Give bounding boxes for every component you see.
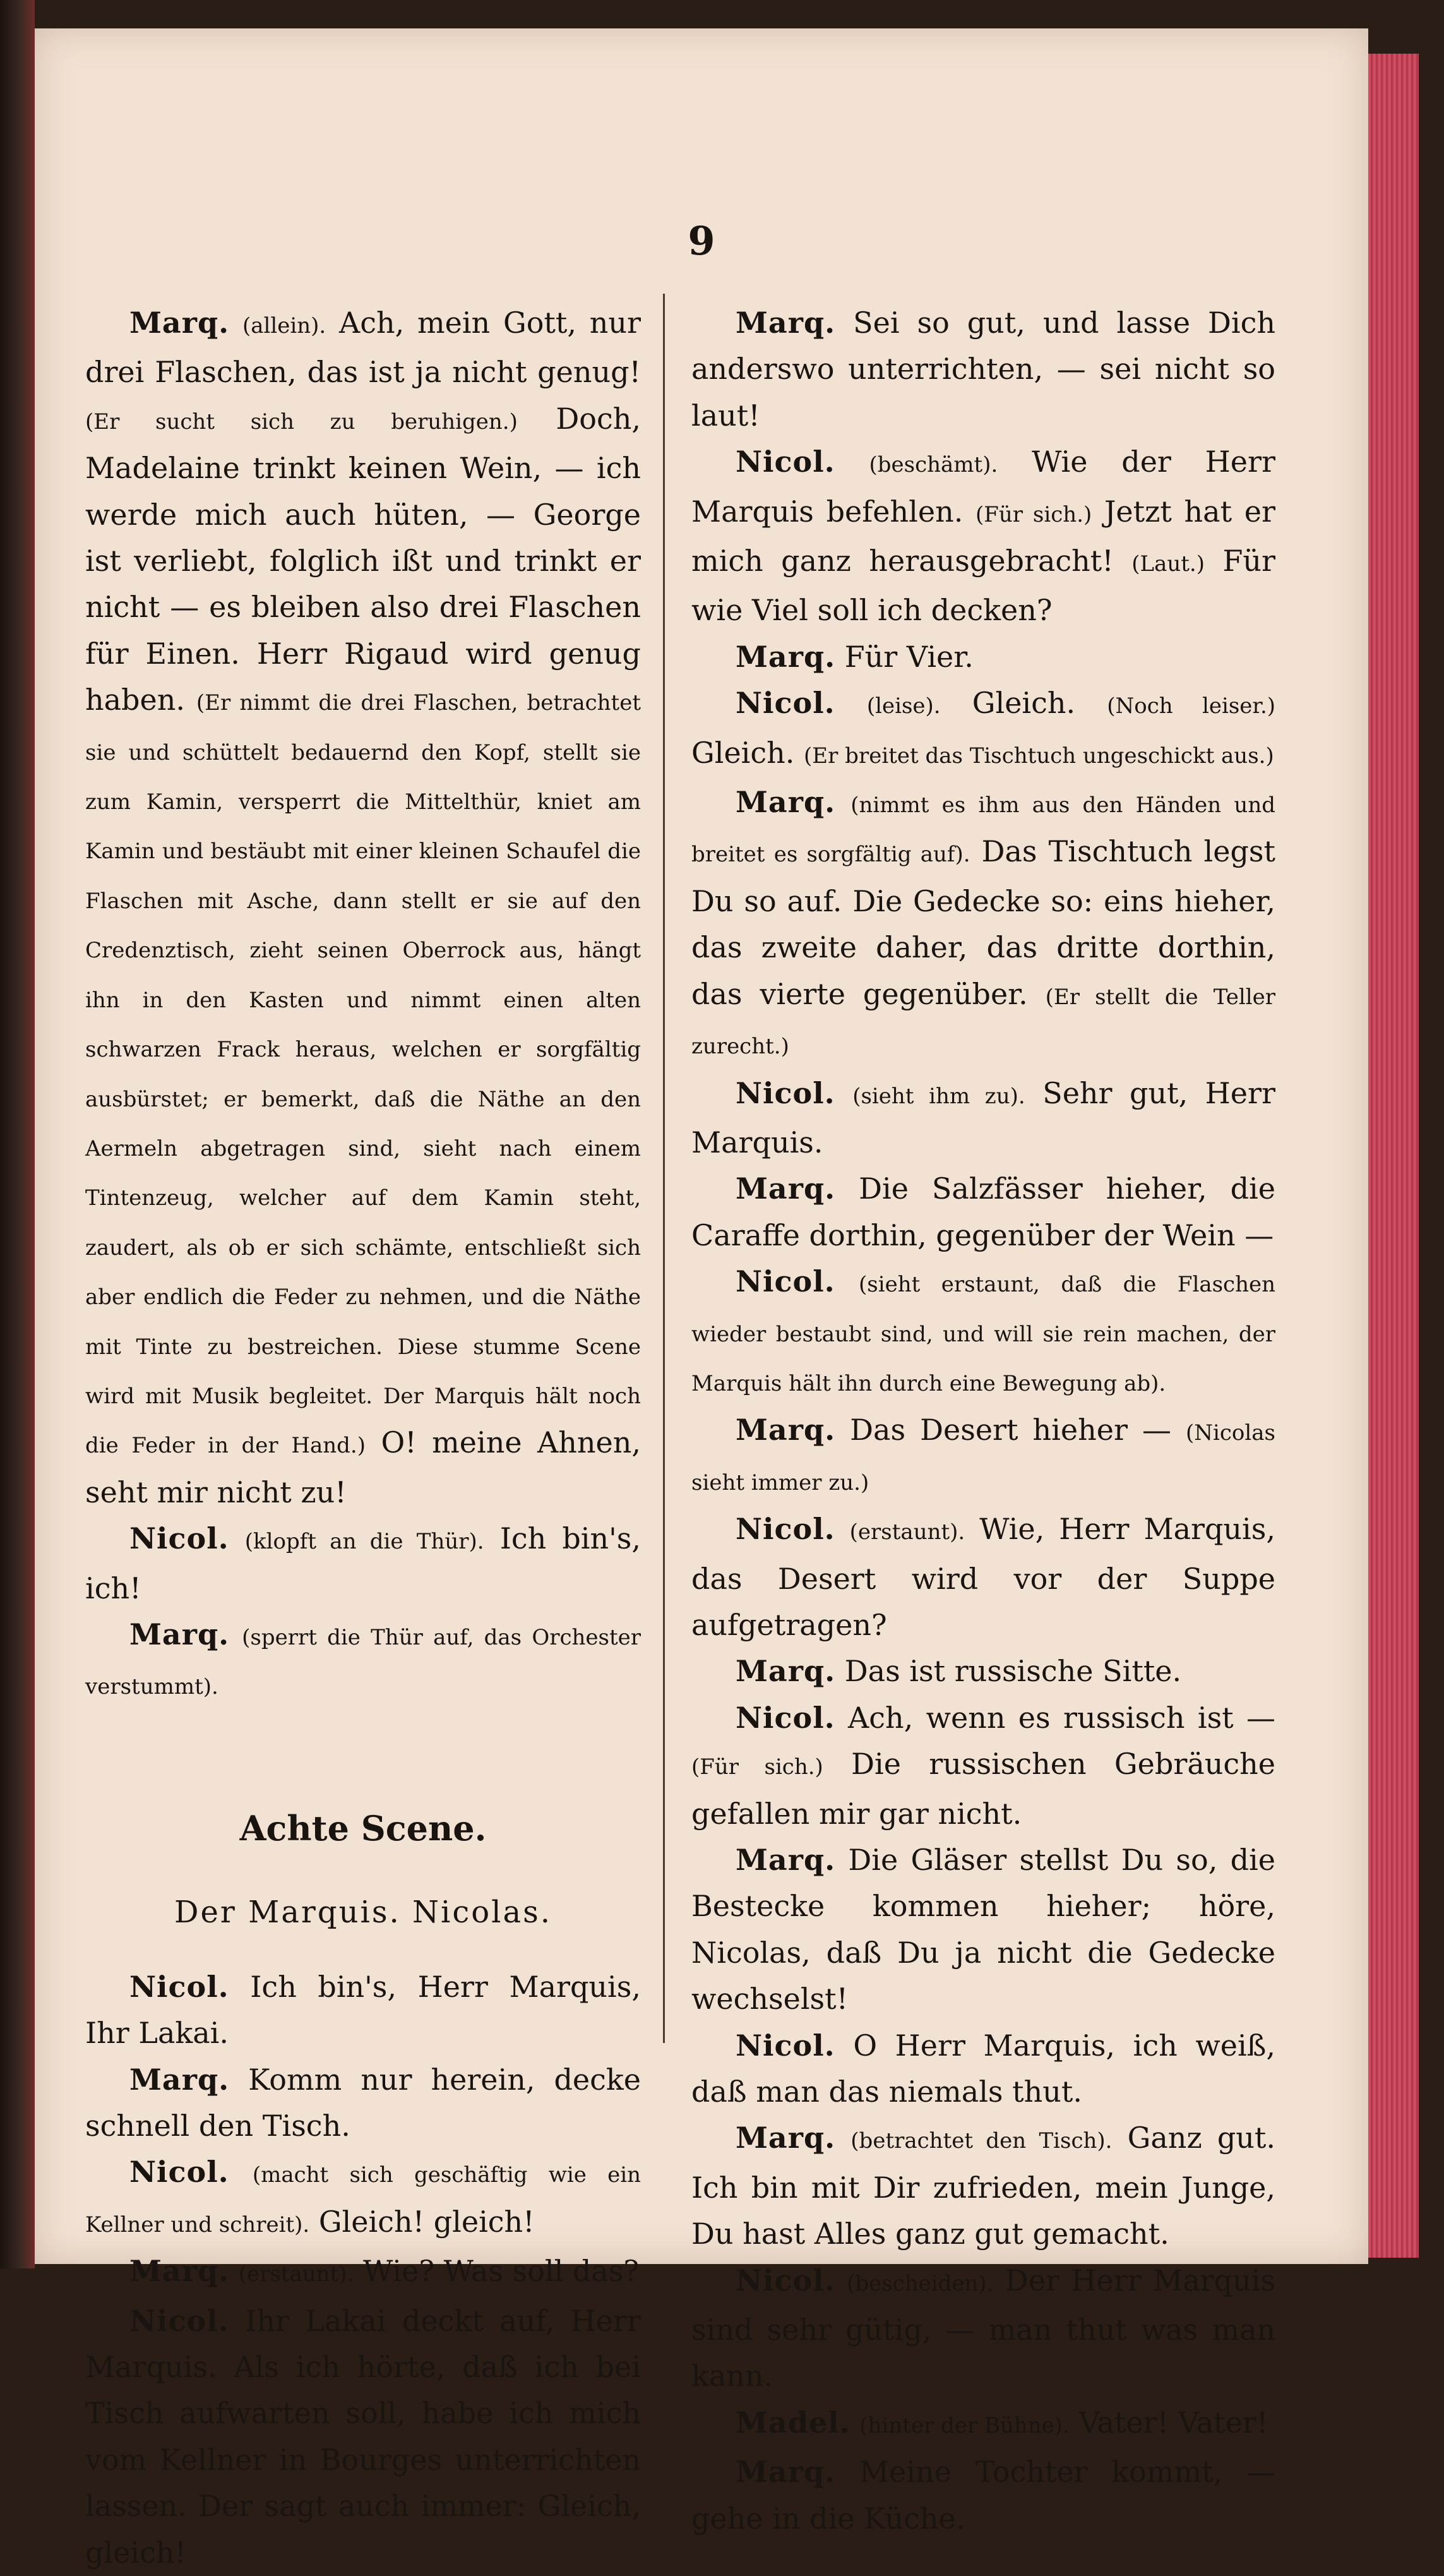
paragraph bbox=[85, 1964, 641, 2057]
stage-direction: (Für sich.) bbox=[691, 1754, 823, 1780]
stage-direction: (macht sich geschäftig wie ein Kellner und schreit). bbox=[85, 2162, 641, 2238]
stage-direction: (Nicolas sieht immer zu.) bbox=[691, 1420, 1275, 1495]
dialogue-text: Komm nur herein, decke schnell den Tisch. bbox=[85, 2062, 641, 2143]
stage-direction: (sieht ihm zu). bbox=[852, 1083, 1025, 1109]
paragraph bbox=[691, 634, 1275, 680]
dialogue-text: Ach, wenn es russisch ist — bbox=[848, 1700, 1275, 1735]
dialogue-text: Das Desert hieher — bbox=[850, 1413, 1171, 1447]
dialogue-text: Wie? Was soll das? bbox=[362, 2254, 640, 2289]
dialogue-text: Die Gläser stellst Du so, die Bestecke kommen hieher; höre, Nicolas, daß Du ja nicht die Gedecke wechselst! bbox=[691, 1843, 1275, 2016]
stage-direction: (erstaunt). bbox=[849, 1519, 965, 1545]
paragraph bbox=[691, 300, 1275, 439]
stage-direction: (erstaunt). bbox=[238, 2261, 354, 2287]
stage-direction: (allein). bbox=[242, 313, 326, 338]
dialogue-text: Ich bin's, Herr Marquis, Ihr Lakai. bbox=[85, 1969, 641, 2051]
dialogue-text: Ganz gut. Ich bin mit Dir zufrieden, mein Junge, Du hast Alles ganz gut gemacht. bbox=[691, 2121, 1275, 2251]
paragraph bbox=[85, 2149, 641, 2248]
stage-direction: (Für sich.) bbox=[976, 501, 1092, 527]
right-column bbox=[691, 300, 1275, 2542]
dialogue-text: Das Tischtuch legst Du so auf. Die Gedecke so: eins hieher, das zweite daher, das dritte dorthin, das vierte gegenüber. bbox=[691, 834, 1275, 1011]
speaker-name: Marq. bbox=[736, 2121, 836, 2155]
speaker-name: Nicol. bbox=[736, 2028, 835, 2063]
paragraph bbox=[691, 1407, 1275, 1506]
paragraph bbox=[691, 680, 1275, 779]
speaker-name: Marq. bbox=[736, 639, 836, 674]
speaker-name: Marq. bbox=[736, 785, 836, 820]
speaker-name: Marq. bbox=[129, 306, 230, 340]
stage-direction: (betrachtet den Tisch). bbox=[850, 2128, 1113, 2154]
stage-direction: (Er sucht sich zu beruhigen.) bbox=[85, 409, 518, 434]
paragraph bbox=[691, 2115, 1275, 2257]
speaker-name: Nicol. bbox=[736, 445, 835, 479]
stage-direction: (Er stellt die Teller zurecht.) bbox=[691, 984, 1275, 1060]
paragraph bbox=[85, 1516, 641, 1612]
dialogue-text: Sei so gut, und lasse Dich anderswo unterrichten, — sei nicht so laut! bbox=[691, 306, 1275, 433]
paragraph bbox=[691, 1070, 1275, 1166]
dialogue-text: Sehr gut, Herr Marquis. bbox=[691, 1075, 1276, 1159]
paragraph bbox=[691, 2449, 1275, 2542]
stage-direction: (Er nimmt die drei Flaschen, betrachtet sie und schüttelt bedauernd den Kopf, stellt sie zum Kamin, versperrt die Mittelthür, kniet am Kamin und bestäubt mit einer kleinen Schaufel die Flaschen mit Asche, dann stellt er sie auf den Credenztisch, zieht seinen Oberrock aus, hängt ihn in den Kasten und nimmt einen alten schwarzen Frack heraus, welchen er sorgfältig ausbürstet; er bemerkt, daß die Näthe an den Aermeln abgetragen sind, sieht nach einem Tintenzeug, welcher auf dem Kamin steht, zaudert, als ob er sich schämte, entschließt sich aber endlich die Feder zu nehmen, und die Näthe mit Tinte zu bestreichen. Diese stumme Scene wird mit Musik begleitet. Der Marquis hält noch die Feder in der Hand.) bbox=[85, 690, 641, 1459]
speaker-name: Nicol. bbox=[129, 2303, 229, 2338]
speaker-name: Marq. bbox=[129, 2062, 230, 2097]
speaker-name: Nicol. bbox=[736, 1512, 835, 1547]
paragraph bbox=[85, 2298, 641, 2576]
paragraph bbox=[691, 2023, 1275, 2116]
dialogue-text: Für wie Viel soll ich decken? bbox=[691, 544, 1275, 628]
stage-direction: (beschämt). bbox=[869, 452, 998, 478]
stage-direction: (leise). bbox=[866, 693, 941, 719]
paragraph bbox=[691, 1166, 1275, 1259]
speaker-name: Madel. bbox=[736, 2405, 850, 2440]
dialogue-text: Ihr Lakai deckt auf, Herr Marquis. Als ich hörte, daß ich bei Tisch aufwarten soll, habe ich mich vom Kellner in Bourges unterrichten lassen. Der sagt auch immer: Gleich, gleich! bbox=[85, 2303, 641, 2570]
dialogue-text: Gleich. bbox=[972, 686, 1076, 721]
dialogue-text: Gleich! gleich! bbox=[318, 2204, 535, 2239]
scene-persons: Der Marquis. Nicolas. bbox=[174, 1894, 552, 1930]
stage-direction: (sieht erstaunt, daß die Flaschen wieder bestaubt sind, und will sie rein machen, der Marquis hält ihn durch eine Bewegung ab). bbox=[691, 1272, 1275, 1396]
speaker-name: Marq. bbox=[736, 1171, 836, 1206]
speaker-name: Marq. bbox=[736, 2455, 836, 2489]
paragraph bbox=[85, 300, 641, 1516]
speaker-name: Marq. bbox=[129, 2254, 230, 2289]
column-divider bbox=[663, 294, 665, 2043]
speaker-name: Marq. bbox=[129, 1617, 230, 1651]
paragraph bbox=[691, 2400, 1275, 2449]
stage-direction: (hinter der Bühne). bbox=[859, 2412, 1070, 2438]
dialogue-text: Wie der Herr Marquis befehlen. bbox=[691, 445, 1275, 529]
paragraph bbox=[691, 439, 1275, 634]
scene-title: Achte Scene. bbox=[239, 1807, 487, 1848]
dialogue-text: Die Salzfässer hieher, die Caraffe dorthin, gegenüber der Wein — bbox=[691, 1171, 1275, 1252]
paragraph bbox=[691, 1837, 1275, 2023]
book-page bbox=[35, 28, 1368, 2570]
speaker-name: Nicol. bbox=[736, 1700, 835, 1735]
book-spine-edge bbox=[0, 0, 35, 2268]
paragraph bbox=[85, 2248, 641, 2297]
dialogue-text: Ich bin's, ich! bbox=[85, 1521, 641, 1605]
speaker-name: Marq. bbox=[736, 306, 836, 340]
speaker-name: Nicol. bbox=[129, 1969, 229, 2004]
page-number: 9 bbox=[688, 218, 715, 264]
speaker-name: Nicol. bbox=[129, 1521, 229, 1556]
dialogue-text: Die russischen Gebräuche gefallen mir gar nicht. bbox=[691, 1747, 1276, 1831]
page-stack-edge bbox=[1367, 54, 1419, 2258]
paragraph bbox=[691, 1648, 1275, 1694]
dialogue-text: Doch, Madelaine trinkt keinen Wein, — ich werde mich auch hüten, — George ist verliebt, folglich ißt und trinkt er nicht — es bleiben also drei Flaschen für Einen. Herr Rigaud wird genug haben. bbox=[85, 401, 641, 717]
paragraph bbox=[691, 779, 1275, 1070]
stage-direction: (Laut.) bbox=[1131, 551, 1205, 577]
speaker-name: Marq. bbox=[736, 1843, 836, 1877]
dialogue-text: O Herr Marquis, ich weiß, daß man das niemals thut. bbox=[691, 2028, 1276, 2109]
dialogue-text: Das ist russische Sitte. bbox=[844, 1654, 1182, 1689]
speaker-name: Nicol. bbox=[736, 686, 835, 721]
paragraph bbox=[691, 1259, 1275, 1407]
paragraph bbox=[85, 2057, 641, 2150]
paragraph bbox=[691, 2258, 1275, 2400]
paragraph bbox=[85, 1612, 641, 1711]
dialogue-text: Der Herr Marquis sind sehr gütig, — man thut was man kann. bbox=[691, 2263, 1276, 2393]
left-column bbox=[85, 300, 641, 2576]
speaker-name: Nicol. bbox=[736, 1264, 835, 1299]
dialogue-text: Meine Tochter kommt, — gehe in die Küche. bbox=[691, 2455, 1275, 2536]
stage-direction: (Er breitet das Tischtuch ungeschickt aus.) bbox=[804, 743, 1274, 769]
speaker-name: Nicol. bbox=[736, 2263, 835, 2297]
paragraph bbox=[691, 1695, 1275, 1837]
dialogue-text: Wie, Herr Marquis, das Desert wird vor der Suppe aufgetragen? bbox=[691, 1512, 1275, 1642]
speaker-name: Nicol. bbox=[129, 2155, 229, 2190]
speaker-name: Nicol. bbox=[736, 1075, 835, 1110]
dialogue-text: Gleich. bbox=[691, 735, 795, 770]
dialogue-text: O! meine Ahnen, seht mir nicht zu! bbox=[85, 1425, 641, 1509]
speaker-name: Marq. bbox=[736, 1654, 836, 1689]
speaker-name: Marq. bbox=[736, 1413, 836, 1447]
dialogue-text: Vater! Vater! bbox=[1078, 2405, 1268, 2440]
dialogue-text: Für Vier. bbox=[844, 639, 974, 674]
stage-direction: (sperrt die Thür auf, das Orchester verstummt). bbox=[85, 1624, 641, 1700]
stage-direction: (nimmt es ihm aus den Händen und breitet es sorgfältig auf). bbox=[691, 793, 1275, 868]
paragraph bbox=[691, 1506, 1275, 1648]
dialogue-text: Ach, mein Gott, nur drei Flaschen, das ist ja nicht genug! bbox=[85, 306, 641, 390]
stage-direction: (klopft an die Thür). bbox=[244, 1529, 484, 1555]
stage-direction: (Noch leiser.) bbox=[1107, 693, 1276, 719]
dialogue-text: Jetzt hat er mich ganz herausgebracht! bbox=[691, 494, 1275, 578]
stage-direction: (bescheiden). bbox=[847, 2270, 994, 2296]
